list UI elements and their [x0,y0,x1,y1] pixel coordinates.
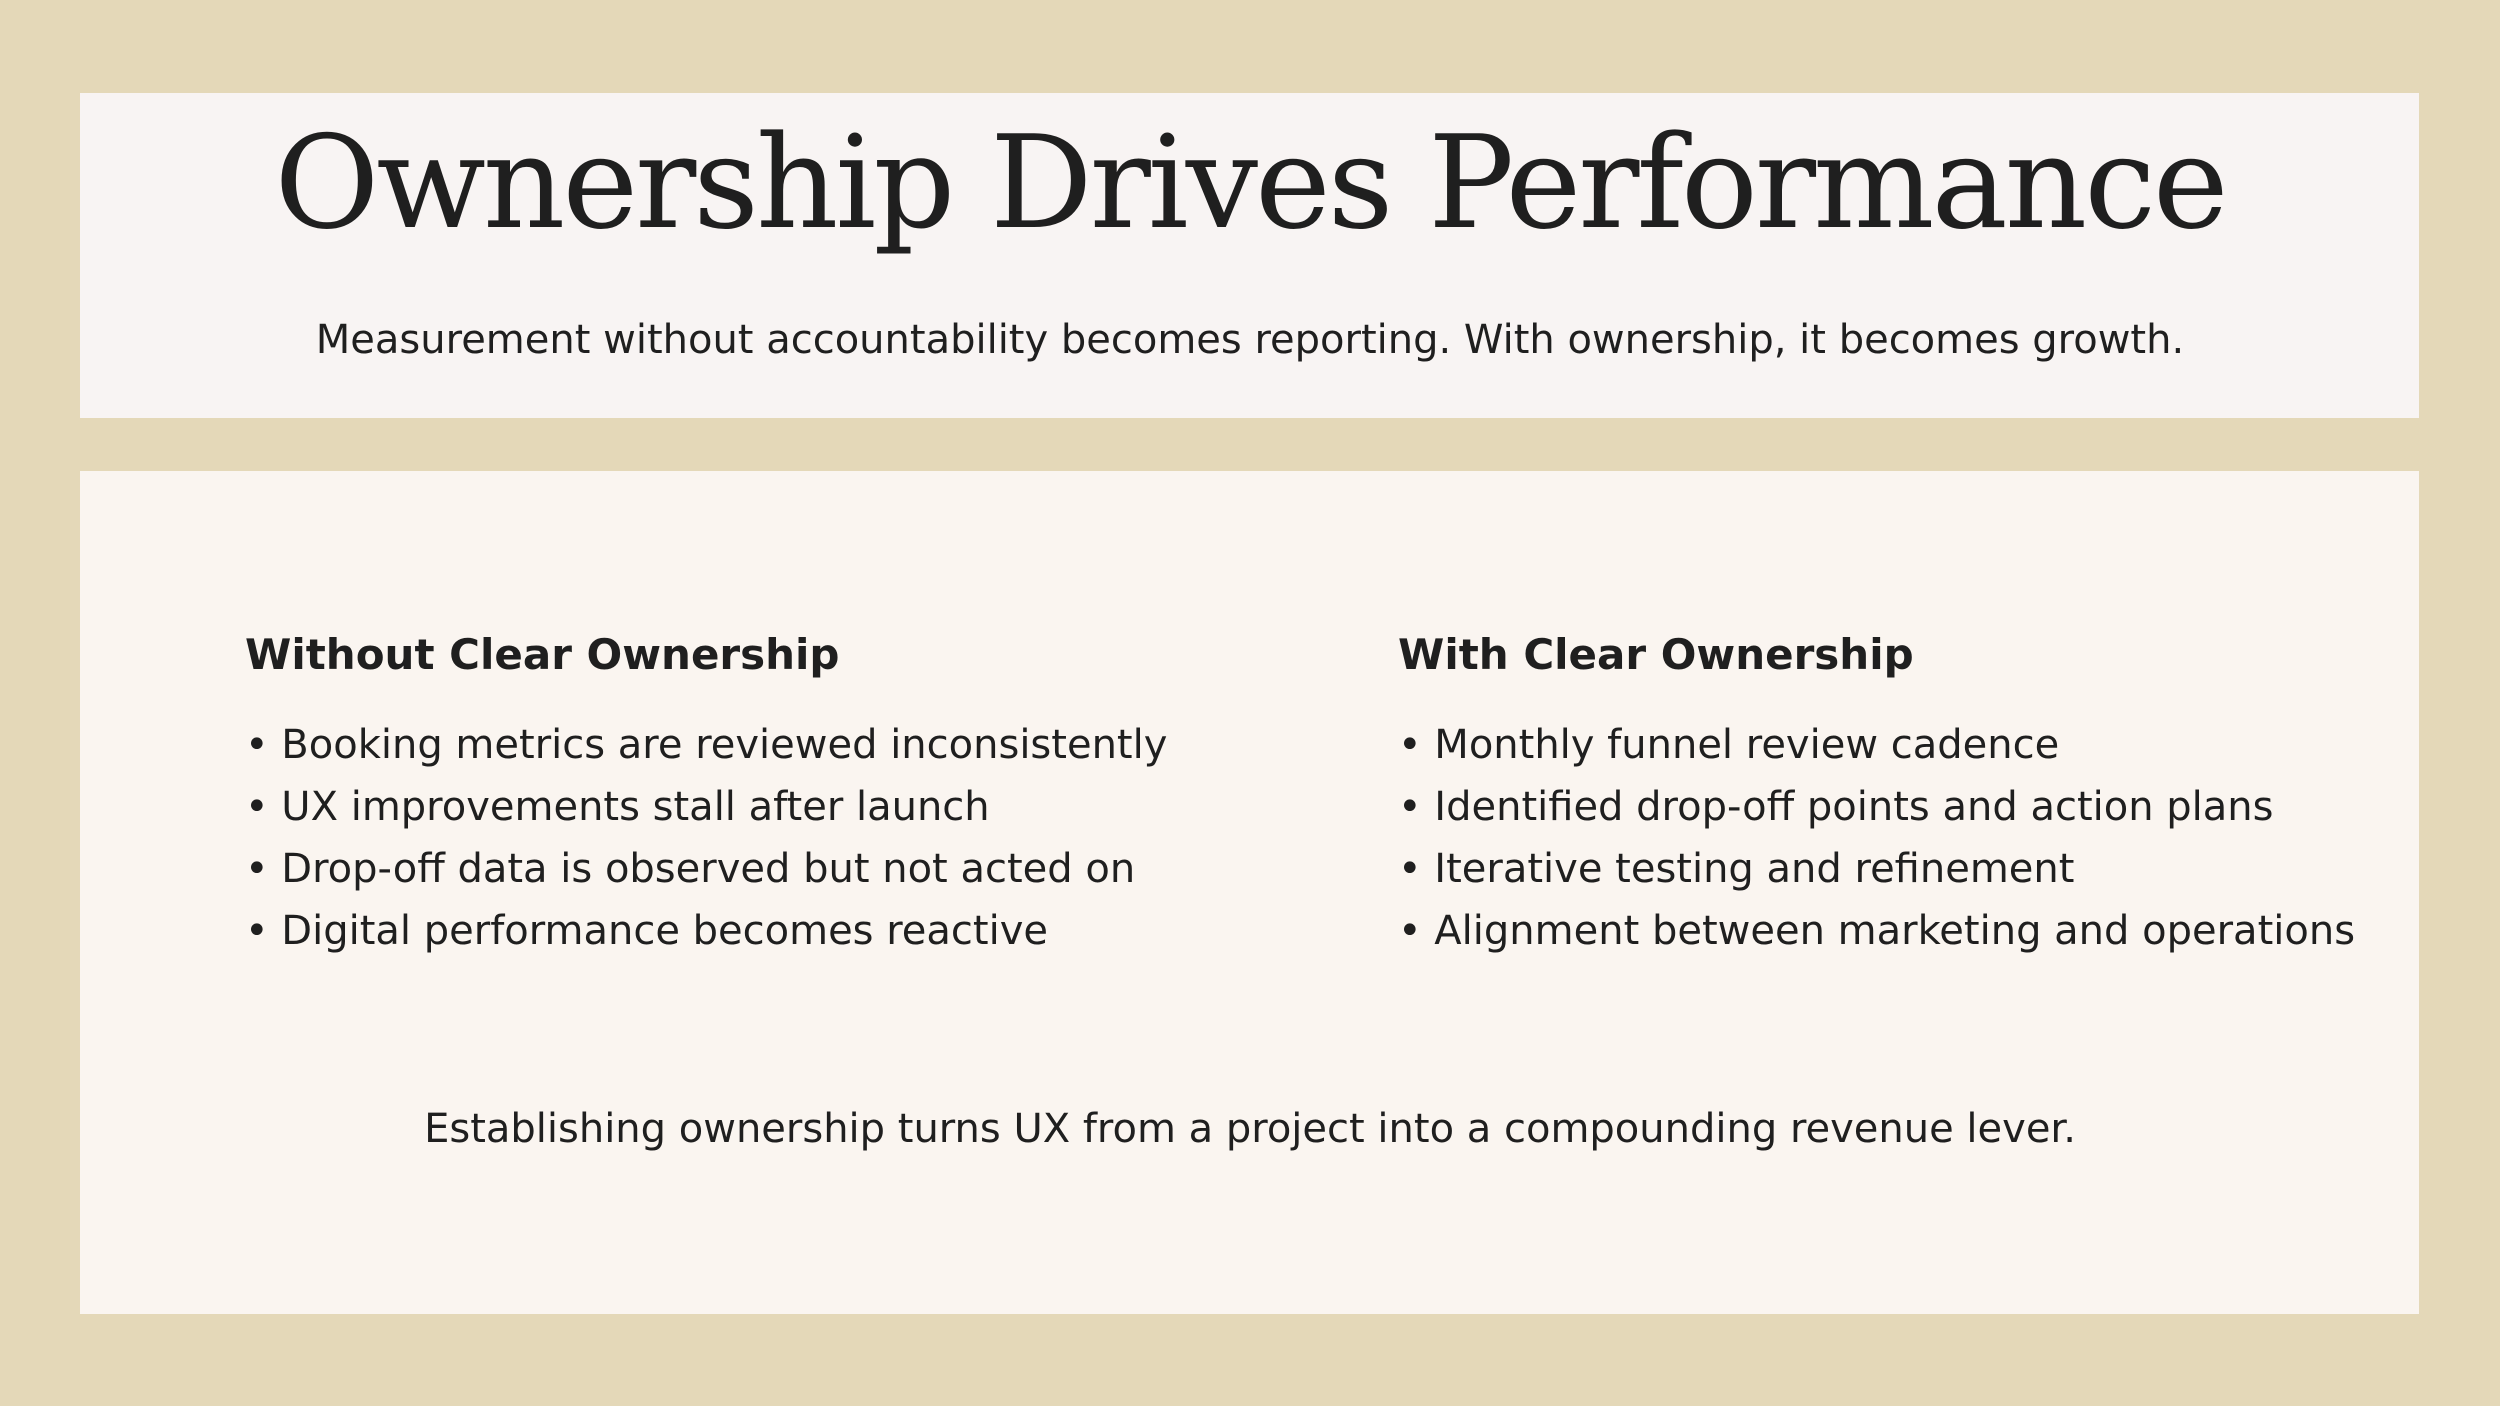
without-ownership-column [245,630,1167,962]
list-item: • UX improvements stall after launch [245,784,990,831]
list-item: • Drop-off data is observed but not acted on [245,846,1136,893]
without-ownership-list [245,714,1167,962]
list-item: • Alignment between marketing and operations [1398,908,2356,955]
with-ownership-list [1398,714,2355,962]
footer-note: Establishing ownership turns UX from a project into a compounding revenue lever. [424,1106,2076,1152]
with-ownership-column [1398,630,2355,962]
list-item: • Monthly funnel review cadence [1398,722,2060,769]
list-item: • Booking metrics are reviewed inconsistently [245,722,1168,769]
without-ownership-heading: Without Clear Ownership [245,630,840,679]
page-subtitle: Measurement without accountability becomes reporting. With ownership, it becomes growth. [315,317,2185,363]
list-item: • Digital performance becomes reactive [245,908,1048,955]
page-title: Ownership Drives Performance [274,109,2226,258]
list-item: • Identified drop-off points and action plans [1398,784,2274,831]
list-item: • Iterative testing and refinement [1398,846,2075,893]
with-ownership-heading: With Clear Ownership [1398,630,1914,679]
